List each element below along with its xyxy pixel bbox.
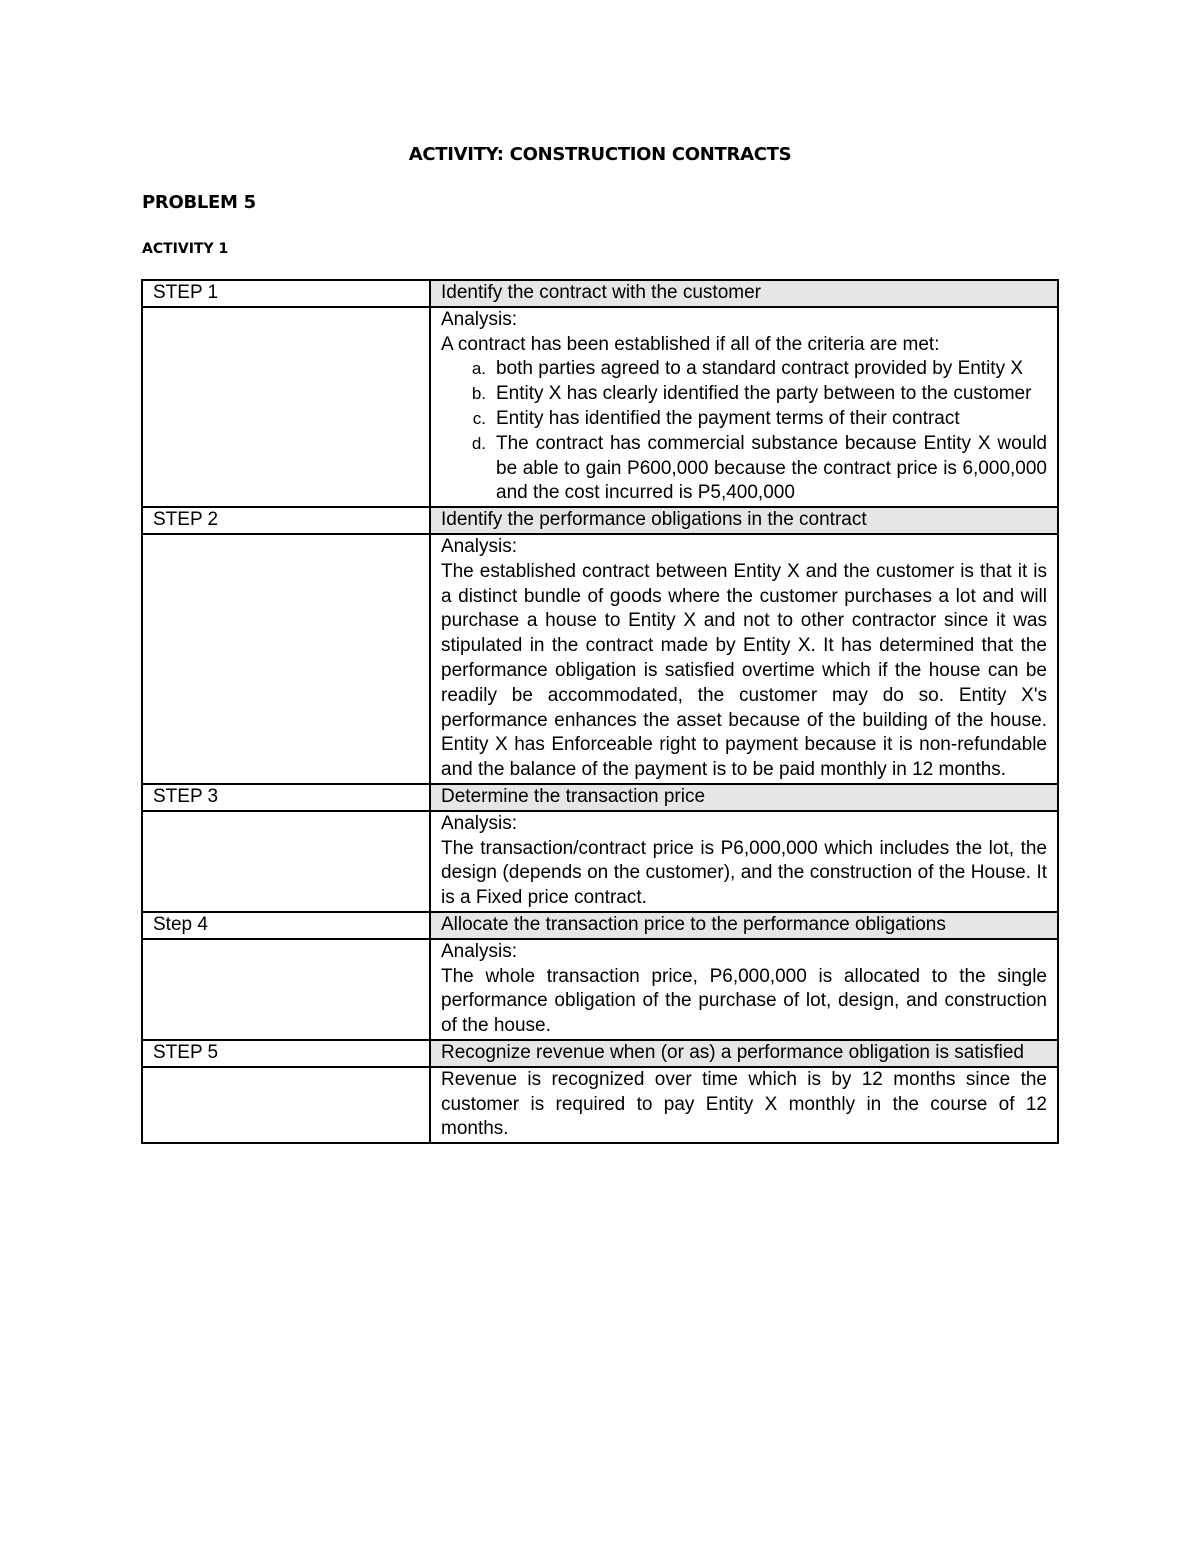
criteria-list: [441, 357, 1047, 506]
list-marker: a.: [471, 359, 486, 379]
step-5-header-row: [142, 1040, 1058, 1067]
analysis-label: Analysis:: [441, 535, 518, 557]
criteria-item: [441, 432, 1047, 506]
step-5-heading: Recognize revenue when (or as) a performance obligation is satisfied: [430, 1040, 1058, 1067]
step-3-label: STEP 3: [142, 784, 430, 811]
step-5-analysis: Revenue is recognized over time which is by 12 months since the customer is required to pay Entity X monthly in the course of 12 months.: [430, 1067, 1058, 1143]
step-5-label: STEP 5: [142, 1040, 430, 1067]
step-4-heading: Allocate the transaction price to the performance obligations: [430, 912, 1058, 939]
step-1-analysis: [430, 307, 1058, 507]
empty-cell: [142, 534, 430, 784]
step-4-label: Step 4: [142, 912, 430, 939]
analysis-text: The transaction/contract price is P6,000,000 which includes the lot, the design (depends on the customer), and the construction of the House. It is a Fixed price contract.: [441, 837, 1047, 909]
criteria-intro: A contract has been established if all of the criteria are met:: [441, 333, 940, 355]
step-3-header-row: [142, 784, 1058, 811]
list-marker: d.: [471, 433, 486, 453]
step-3-analysis: [430, 811, 1058, 912]
step-1-header-row: [142, 280, 1058, 307]
problem-heading: PROBLEM 5: [142, 192, 256, 213]
step-1-heading: Identify the contract with the customer: [430, 280, 1058, 307]
criteria-text: The contract has commercial substance because Entity X would be able to gain P600,000 because the contract price is 6,000,000 and the cost incurred is P5,400,000: [496, 432, 1047, 504]
criteria-item: [441, 382, 1047, 407]
empty-cell: [142, 307, 430, 507]
step-4-analysis-row: [142, 939, 1058, 1040]
step-1-label: STEP 1: [142, 280, 430, 307]
step-2-analysis: [430, 534, 1058, 784]
step-3-heading: Determine the transaction price: [430, 784, 1058, 811]
analysis-label: Analysis:: [441, 812, 518, 834]
empty-cell: [142, 811, 430, 912]
step-1-analysis-row: [142, 307, 1058, 507]
criteria-text: Entity X has clearly identified the party between to the customer: [496, 383, 1032, 405]
criteria-item: [441, 357, 1047, 382]
step-4-header-row: [142, 912, 1058, 939]
page-title: ACTIVITY: CONSTRUCTION CONTRACTS: [408, 144, 792, 165]
step-2-label: STEP 2: [142, 507, 430, 534]
step-2-heading: Identify the performance obligations in the contract: [430, 507, 1058, 534]
list-marker: b.: [471, 384, 486, 404]
analysis-label: Analysis:: [441, 940, 518, 962]
step-5-analysis-row: [142, 1067, 1058, 1143]
step-2-header-row: [142, 507, 1058, 534]
activity-heading: ACTIVITY 1: [142, 241, 229, 257]
criteria-item: [441, 407, 1047, 432]
criteria-text: Entity has identified the payment terms of their contract: [496, 407, 960, 429]
step-2-analysis-row: [142, 534, 1058, 784]
list-marker: c.: [472, 408, 486, 428]
analysis-text: The whole transaction price, P6,000,000 is allocated to the single performance obligation of the purchase of lot, design, and construction of the house.: [441, 965, 1047, 1037]
step-3-analysis-row: [142, 811, 1058, 912]
analysis-text: The established contract between Entity X and the customer is that it is a distinct bundle of goods where the customer purchases a lot and will purchase a house to Entity X and not to other contractor since it was stipulated in the contract made by Entity X. It has determined that the performance obligation is satisfied overtime which if the house can be readily be accommodated, the customer may do so. Entity X's performance enhances the asset because of the building of the house. Entity X has Enforceable right to payment because it is non-refundable and the balance of the payment is to be paid monthly in 12 months.: [441, 560, 1047, 781]
step-4-analysis: [430, 939, 1058, 1040]
steps-table: [141, 279, 1059, 1144]
analysis-label: Analysis:: [441, 308, 518, 330]
empty-cell: [142, 939, 430, 1040]
empty-cell: [142, 1067, 430, 1143]
criteria-text: both parties agreed to a standard contract provided by Entity X: [496, 358, 1024, 380]
